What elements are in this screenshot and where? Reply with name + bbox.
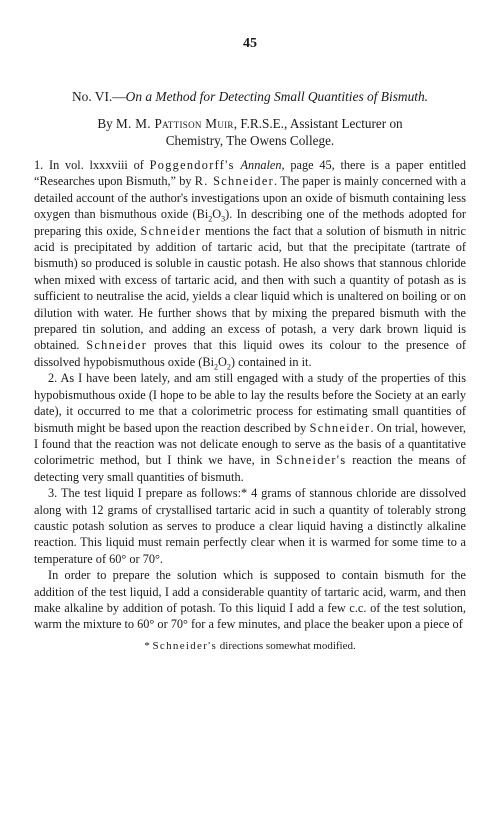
paragraph-2 [34, 370, 466, 485]
author-name: M. M. Pattison Muir [116, 116, 234, 131]
name-run: Schneider's [275, 453, 347, 468]
text-run: , page 45, there is a paper entitled “Researches upon Bismuth,” by [34, 158, 466, 189]
text-run: ) contained in it. [230, 354, 312, 369]
text-run: O [218, 354, 227, 369]
subscript: 3 [221, 214, 226, 224]
footnote [34, 639, 466, 653]
page-number: 45 [243, 36, 257, 51]
footnote-text: directions somewhat modified. [217, 639, 356, 652]
text-run: reaction the means of detecting very small quantities of bismuth. [34, 453, 467, 484]
footnote-mark: * [144, 639, 153, 652]
article-title [34, 88, 466, 105]
name-run: Schneider [86, 338, 148, 353]
paragraph-3 [34, 485, 466, 567]
subscript: 2 [226, 362, 231, 372]
article-body [34, 157, 466, 633]
title-prefix: No. VI.— [71, 89, 126, 104]
name-run: Schneider [140, 223, 202, 238]
paragraph-1 [34, 157, 466, 370]
italic-run: Annalen [240, 158, 282, 172]
author-affiliation: Chemistry, The Owens College. [165, 133, 335, 148]
text-run: In order to prepare the solution which is supposed to contain bismuth for the addition of the test liquid, I add a considerable quantity of tartaric acid, warm, and then make alkaline by addition of potash. To this liquid I add a few c.c. of the test solution, warm the mixture to 60° or 70° for a few minutes, and place the beaker upon a piece of [34, 568, 466, 632]
page [34, 36, 466, 653]
author-title: , F.R.S.E., Assistant Lecturer on [233, 116, 403, 131]
text-run: 3. The test liquid I prepare as follows:* 4 grams of stannous chloride are dissolved along with 12 grams of crystallised tartaric acid in such a quantity of tolerably strong caustic potash solution as serves to produce a clear liquid having a distinctly alkaline reaction. This liquid must remain perfectly clear when it is warmed for some time to a temperature of 60° or 70°. [34, 486, 466, 566]
text-run: O [212, 207, 222, 222]
text-run: mentions the fact that a solution of bismuth in nitric acid is precipitated by addition of tartaric acid, but that the precipitate (tartrate of bismuth) so produced is soluble in caustic potash. He also shows that stannous chloride when mixed with excess of tartaric acid, and then with such a quantity of potash as is sufficient to neutralise the acid, yields a clear liquid which is unaltered on boiling or on dilution with water. He further shows that by mixing the prepared bismuth with the prepared tin solution, and adding an excess of potash, a very dark brown liquid is obtained. [34, 223, 466, 353]
text-run: proves that this liquid owes its colour to the presence of dissolved hypobismuthous oxide (Bi [34, 338, 466, 369]
title-italic: On a Method for Detecting Small Quantities of Bismuth. [125, 89, 429, 104]
subscript: 2 [214, 362, 219, 372]
text-run: ). In describing one of the methods adopted for preparing this oxide, [34, 207, 466, 238]
text-run: . The paper is mainly concerned with a detailed account of the author's investigations upon an oxide of bismuth containing less oxygen than bismuthous oxide (Bi [34, 174, 466, 222]
name-run: Schneider [309, 420, 371, 435]
author-by: By [97, 116, 113, 131]
name-run: Poggendorff's [149, 158, 235, 172]
text-run: 1. In vol. lxxxviii of [34, 158, 150, 172]
name-run: R. Schneider [194, 174, 274, 189]
text-run: . On trial, however, I found that the reaction was not delicate enough to serve as the basis of a quantitative colorimetric method, but I think we have, in [34, 420, 466, 468]
subscript: 2 [208, 214, 213, 224]
footnote-name: Schneider's [152, 639, 218, 652]
author-line [34, 115, 466, 149]
paragraph-4 [34, 567, 466, 633]
text-run: 2. As I have been lately, and am still engaged with a study of the properties of this hypobismuthous oxide (I hope to be able to lay the results before the Society at an early date), it occurred to me that a colorimetric process for estimating small quantities of bismuth might be based upon the reaction described by [34, 371, 466, 435]
